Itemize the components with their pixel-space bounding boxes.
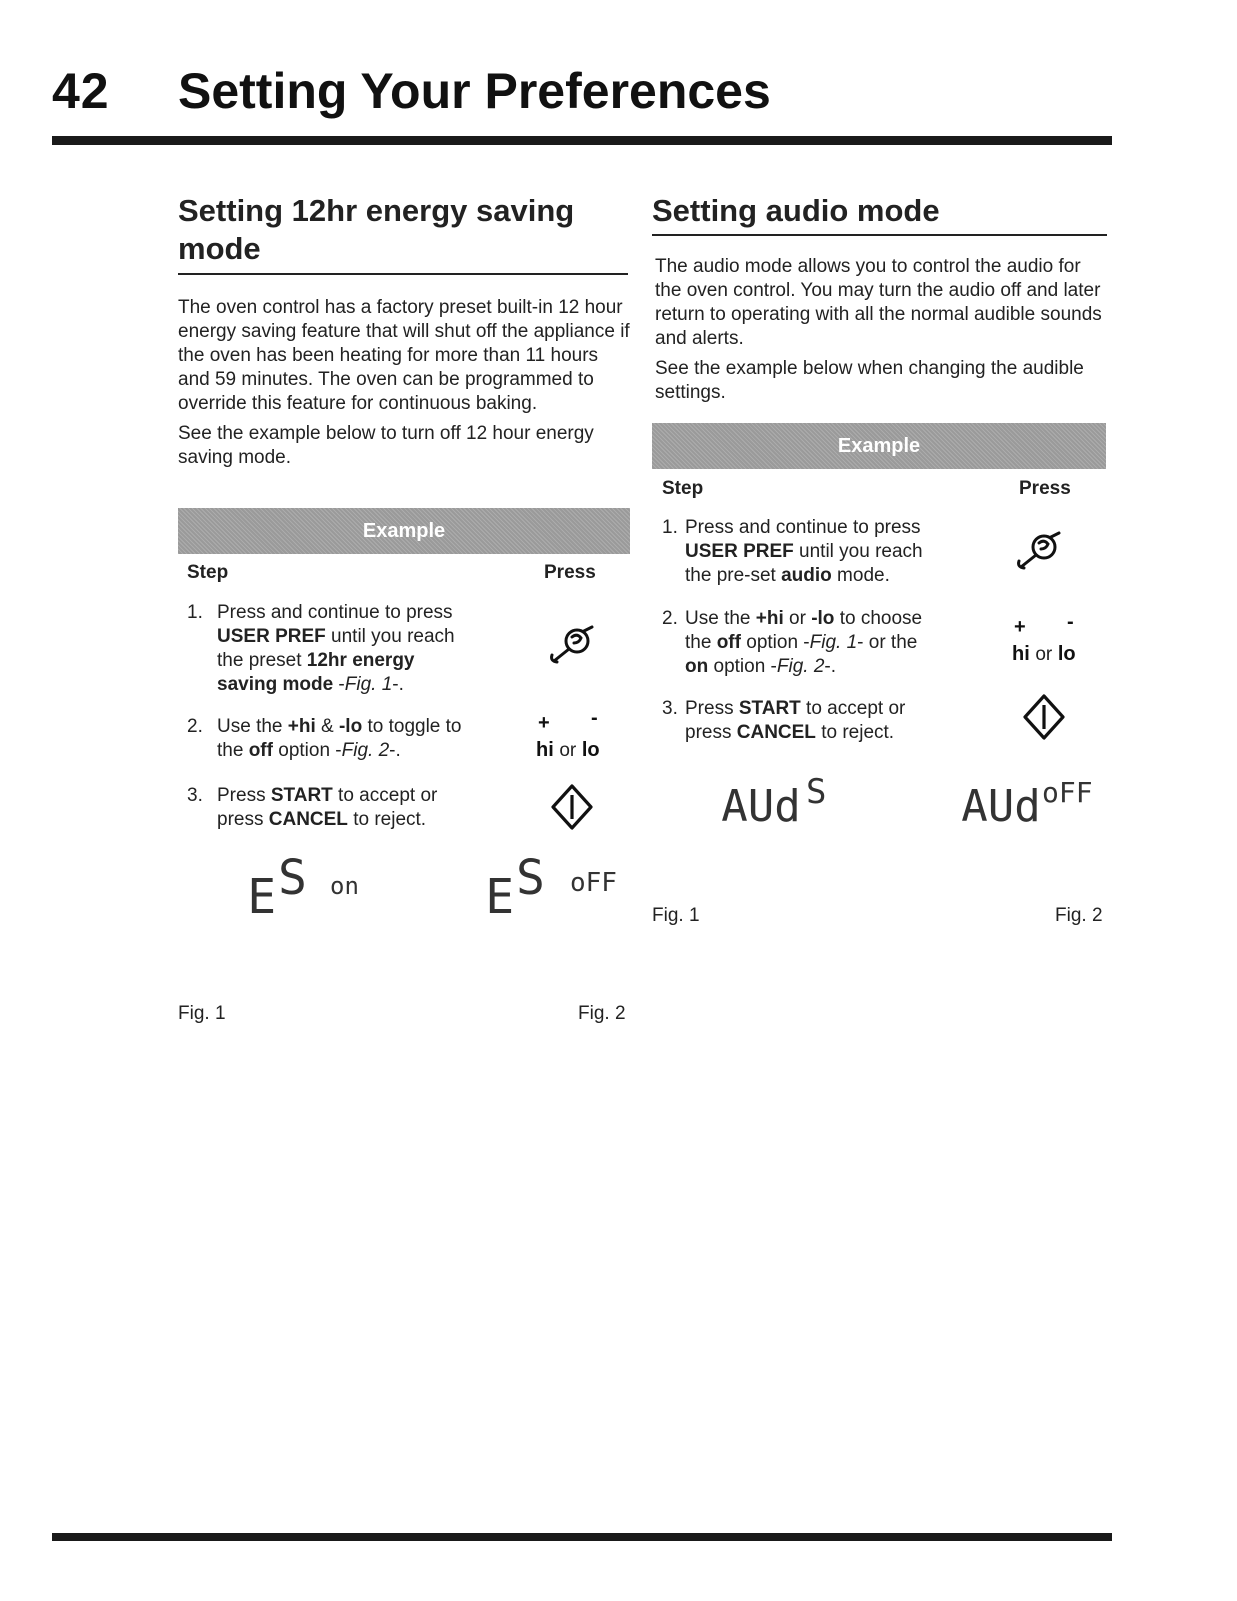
lo-key-name: -lo: [338, 716, 363, 737]
audio-description: [655, 255, 1107, 411]
plus-symbol: +: [1014, 616, 1026, 638]
step-text: -: [333, 674, 345, 695]
energy-saving-paragraph: The oven control has a factory preset built-in 12 hour energy saving feature that will shut off the appliance if the oven has been heating for more than 11 hours and 59 minutes. The oven can be programmed to override this feature for continuous baking.: [178, 297, 630, 414]
footer-rule: [52, 1533, 1112, 1541]
step-number: 3.: [662, 698, 678, 719]
wrench-user-pref-icon: [548, 625, 596, 665]
step-text: -.: [392, 674, 404, 695]
start-key-name: START: [738, 698, 801, 719]
display-char: oFF: [1042, 776, 1093, 809]
step-text: &: [315, 716, 339, 737]
hi-key-name: +hi: [755, 608, 784, 629]
display-char: AUd: [961, 781, 1041, 832]
step-text: -.: [824, 656, 837, 677]
hi-or-lo-label: [536, 739, 600, 762]
or-text: or: [559, 740, 577, 761]
step-emphasis: off: [716, 632, 741, 653]
step-text: until you reach: [325, 626, 455, 647]
start-diamond-icon: [1022, 693, 1066, 741]
energy-saving-fig-1-label: Fig. 1: [178, 1003, 226, 1024]
step-text: the: [217, 740, 249, 761]
display-char: oFF: [570, 868, 617, 898]
audio-step-header: Step: [662, 478, 704, 499]
audio-title-rule: [652, 234, 1107, 236]
step-text: - or the: [857, 632, 918, 653]
step-text: -.: [389, 740, 401, 761]
lo-key-name: -lo: [811, 608, 835, 629]
user-pref-key-name: USER PREF: [217, 626, 326, 647]
energy-saving-paragraph: See the example below to turn off 12 hour energy saving mode.: [178, 423, 594, 468]
energy-saving-press-header: Press: [544, 562, 596, 583]
hi-key-name: +hi: [287, 716, 316, 737]
step-emphasis: audio: [781, 565, 832, 586]
minus-symbol: -: [1067, 611, 1074, 633]
energy-saving-description: [178, 296, 633, 476]
step-text: option -: [708, 656, 777, 677]
display-e-s-on: [228, 850, 359, 963]
step-text: Press and continue to press: [685, 517, 921, 538]
audio-step-3: [662, 697, 982, 747]
lo-key-label: lo: [1057, 643, 1076, 665]
display-char: E: [485, 869, 515, 925]
step-text: Use the: [217, 716, 288, 737]
step-text: or: [783, 608, 812, 629]
hi-key-label: hi: [1012, 643, 1030, 665]
plus-symbol: +: [538, 712, 550, 734]
fig-reference: Fig. 1: [809, 632, 858, 653]
step-number: 1.: [662, 517, 678, 538]
display-char: AUd: [721, 781, 801, 832]
fig-reference: Fig. 2: [776, 656, 825, 677]
audio-paragraph: See the example below when changing the audible settings.: [655, 358, 1084, 403]
step-text: to accept or: [332, 785, 438, 806]
audio-fig-1-label: Fig. 1: [652, 905, 700, 926]
step-text: Press and continue to press: [217, 602, 453, 623]
minus-symbol: -: [591, 707, 598, 729]
display-char: S: [278, 850, 307, 906]
display-char: on: [330, 872, 359, 900]
header-rule: [52, 136, 1112, 145]
step-text: the: [685, 632, 717, 653]
user-pref-key-name: USER PREF: [685, 541, 794, 562]
step-emphasis: 12hr energy: [306, 650, 415, 671]
step-text: Press: [685, 698, 739, 719]
step-text: Press: [217, 785, 271, 806]
energy-saving-step-1: [187, 601, 517, 701]
start-diamond-icon: [550, 783, 594, 831]
step-text: the preset: [217, 650, 307, 671]
page-title: Setting Your Preferences: [178, 63, 771, 119]
audio-example-bar: Example: [652, 423, 1106, 469]
hi-or-lo-label: [1012, 643, 1076, 666]
energy-saving-section-title: Setting 12hr energy saving mode: [178, 193, 575, 266]
step-number: 2.: [662, 608, 678, 629]
energy-saving-step-2: [187, 715, 517, 765]
display-aud-off: [942, 762, 1093, 851]
or-text: or: [1035, 644, 1053, 665]
energy-saving-example-bar: Example: [178, 508, 630, 554]
step-number: 1.: [187, 602, 203, 623]
audio-fig-2-label: Fig. 2: [1055, 905, 1103, 926]
display-e-s-off: [466, 850, 617, 963]
step-text: to accept or: [800, 698, 906, 719]
lo-key-label: lo: [581, 739, 600, 761]
display-char: S: [516, 850, 545, 906]
step-emphasis: off: [248, 740, 273, 761]
audio-step-2: [662, 607, 982, 683]
fig-reference: Fig. 2: [341, 740, 390, 761]
energy-saving-step-3: [187, 784, 517, 834]
cancel-key-name: CANCEL: [736, 722, 816, 743]
fig-reference: Fig. 1: [344, 674, 393, 695]
wrench-user-pref-icon: [1015, 531, 1063, 571]
step-text: the pre-set: [685, 565, 782, 586]
step-number: 3.: [187, 785, 203, 806]
step-text: press: [217, 809, 269, 830]
energy-saving-title-rule: [178, 273, 628, 275]
step-number: 2.: [187, 716, 203, 737]
audio-paragraph: The audio mode allows you to control the audio for the oven control. You may turn the audio off and later return to operating with all the normal audible sounds and alerts.: [655, 256, 1102, 349]
display-aud-s: [702, 762, 827, 851]
step-text: mode.: [831, 565, 890, 586]
step-text: until you reach: [793, 541, 923, 562]
audio-section-title: Setting audio mode: [652, 193, 940, 228]
step-emphasis: saving mode: [217, 674, 334, 695]
hi-key-label: hi: [536, 739, 554, 761]
step-text: option -: [740, 632, 810, 653]
energy-saving-step-header: Step: [187, 562, 229, 583]
energy-saving-fig-2-label: Fig. 2: [578, 1003, 626, 1024]
page-number: 42: [52, 63, 110, 119]
cancel-key-name: CANCEL: [268, 809, 348, 830]
step-text: option -: [272, 740, 342, 761]
display-char: E: [247, 869, 277, 925]
audio-step-1: [662, 516, 982, 592]
step-text: Use the: [685, 608, 756, 629]
step-text: to reject.: [347, 809, 427, 830]
step-text: to toggle to: [362, 716, 462, 737]
step-text: to choose: [834, 608, 923, 629]
step-text: press: [685, 722, 737, 743]
display-char: S: [806, 772, 827, 812]
audio-press-header: Press: [1019, 478, 1071, 499]
step-text: to reject.: [815, 722, 895, 743]
start-key-name: START: [270, 785, 333, 806]
step-emphasis: on: [685, 656, 709, 677]
